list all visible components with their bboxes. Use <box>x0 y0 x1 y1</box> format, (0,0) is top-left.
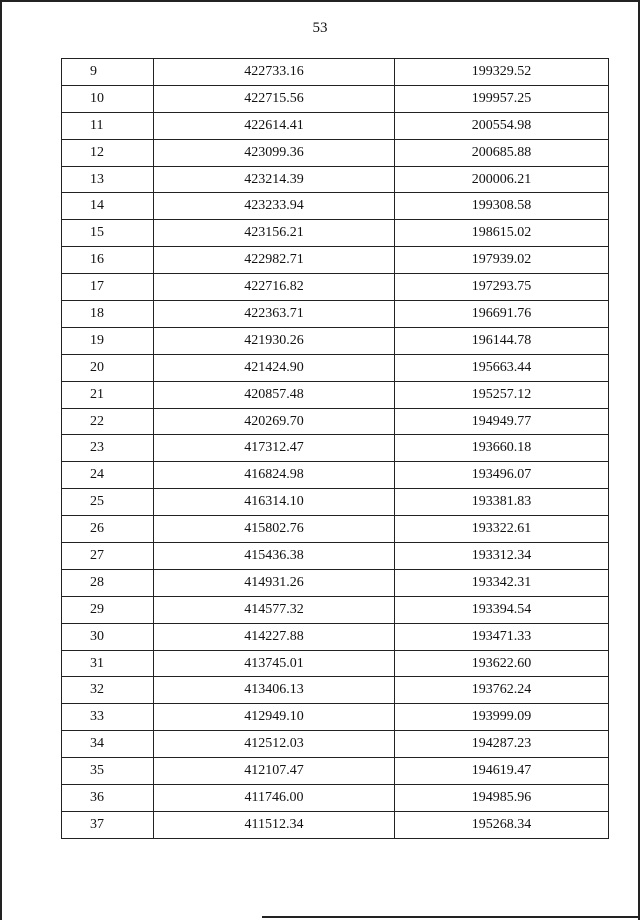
y-coordinate-cell: 193762.24 <box>395 677 609 704</box>
y-coordinate-cell: 199957.25 <box>395 85 609 112</box>
x-coordinate-cell: 414931.26 <box>154 569 395 596</box>
row-number-cell: 25 <box>62 489 154 516</box>
table-row <box>62 381 609 408</box>
row-number-cell: 9 <box>62 59 154 86</box>
x-coordinate-cell: 415802.76 <box>154 516 395 543</box>
x-coordinate-cell: 423233.94 <box>154 193 395 220</box>
coordinates-table-body <box>62 59 609 839</box>
table-row <box>62 462 609 489</box>
x-coordinate-cell: 420857.48 <box>154 381 395 408</box>
row-number-cell: 23 <box>62 435 154 462</box>
table-row <box>62 569 609 596</box>
row-number-cell: 11 <box>62 112 154 139</box>
y-coordinate-cell: 193496.07 <box>395 462 609 489</box>
table-row <box>62 516 609 543</box>
row-number-cell: 24 <box>62 462 154 489</box>
row-number-cell: 36 <box>62 785 154 812</box>
row-number-cell: 20 <box>62 354 154 381</box>
y-coordinate-cell: 193622.60 <box>395 650 609 677</box>
table-row <box>62 139 609 166</box>
y-coordinate-cell: 200006.21 <box>395 166 609 193</box>
row-number-cell: 30 <box>62 623 154 650</box>
table-row <box>62 704 609 731</box>
x-coordinate-cell: 421930.26 <box>154 327 395 354</box>
table-row <box>62 59 609 86</box>
x-coordinate-cell: 411746.00 <box>154 785 395 812</box>
page-border-left <box>0 0 2 920</box>
table-row <box>62 623 609 650</box>
table-row <box>62 274 609 301</box>
y-coordinate-cell: 194949.77 <box>395 408 609 435</box>
x-coordinate-cell: 423156.21 <box>154 220 395 247</box>
y-coordinate-cell: 199329.52 <box>395 59 609 86</box>
x-coordinate-cell: 411512.34 <box>154 811 395 838</box>
y-coordinate-cell: 197939.02 <box>395 247 609 274</box>
row-number-cell: 10 <box>62 85 154 112</box>
x-coordinate-cell: 422715.56 <box>154 85 395 112</box>
row-number-cell: 16 <box>62 247 154 274</box>
y-coordinate-cell: 200685.88 <box>395 139 609 166</box>
row-number-cell: 21 <box>62 381 154 408</box>
table-row <box>62 301 609 328</box>
y-coordinate-cell: 196691.76 <box>395 301 609 328</box>
table-row <box>62 811 609 838</box>
page-border-bottom <box>262 916 638 918</box>
row-number-cell: 12 <box>62 139 154 166</box>
y-coordinate-cell: 195268.34 <box>395 811 609 838</box>
row-number-cell: 32 <box>62 677 154 704</box>
x-coordinate-cell: 423214.39 <box>154 166 395 193</box>
y-coordinate-cell: 193471.33 <box>395 623 609 650</box>
table-row <box>62 354 609 381</box>
x-coordinate-cell: 421424.90 <box>154 354 395 381</box>
row-number-cell: 31 <box>62 650 154 677</box>
table-row <box>62 112 609 139</box>
table-row <box>62 220 609 247</box>
y-coordinate-cell: 196144.78 <box>395 327 609 354</box>
table-row <box>62 731 609 758</box>
y-coordinate-cell: 193394.54 <box>395 596 609 623</box>
x-coordinate-cell: 422982.71 <box>154 247 395 274</box>
table-row <box>62 677 609 704</box>
x-coordinate-cell: 414227.88 <box>154 623 395 650</box>
table-row <box>62 247 609 274</box>
row-number-cell: 15 <box>62 220 154 247</box>
x-coordinate-cell: 422733.16 <box>154 59 395 86</box>
page-border-top <box>0 0 640 2</box>
y-coordinate-cell: 193312.34 <box>395 543 609 570</box>
table-row <box>62 596 609 623</box>
x-coordinate-cell: 417312.47 <box>154 435 395 462</box>
table-row <box>62 785 609 812</box>
x-coordinate-cell: 412512.03 <box>154 731 395 758</box>
row-number-cell: 19 <box>62 327 154 354</box>
y-coordinate-cell: 195663.44 <box>395 354 609 381</box>
row-number-cell: 17 <box>62 274 154 301</box>
row-number-cell: 33 <box>62 704 154 731</box>
row-number-cell: 13 <box>62 166 154 193</box>
y-coordinate-cell: 193342.31 <box>395 569 609 596</box>
table-row <box>62 408 609 435</box>
x-coordinate-cell: 414577.32 <box>154 596 395 623</box>
y-coordinate-cell: 198615.02 <box>395 220 609 247</box>
x-coordinate-cell: 422716.82 <box>154 274 395 301</box>
y-coordinate-cell: 199308.58 <box>395 193 609 220</box>
row-number-cell: 34 <box>62 731 154 758</box>
table-row <box>62 327 609 354</box>
row-number-cell: 37 <box>62 811 154 838</box>
x-coordinate-cell: 423099.36 <box>154 139 395 166</box>
x-coordinate-cell: 420269.70 <box>154 408 395 435</box>
x-coordinate-cell: 412107.47 <box>154 758 395 785</box>
y-coordinate-cell: 193322.61 <box>395 516 609 543</box>
table-row <box>62 166 609 193</box>
y-coordinate-cell: 195257.12 <box>395 381 609 408</box>
y-coordinate-cell: 194287.23 <box>395 731 609 758</box>
table-row <box>62 193 609 220</box>
y-coordinate-cell: 193999.09 <box>395 704 609 731</box>
x-coordinate-cell: 416824.98 <box>154 462 395 489</box>
table-row <box>62 489 609 516</box>
row-number-cell: 18 <box>62 301 154 328</box>
row-number-cell: 22 <box>62 408 154 435</box>
table-row <box>62 85 609 112</box>
row-number-cell: 29 <box>62 596 154 623</box>
row-number-cell: 26 <box>62 516 154 543</box>
x-coordinate-cell: 415436.38 <box>154 543 395 570</box>
x-coordinate-cell: 422614.41 <box>154 112 395 139</box>
coordinates-table <box>61 58 609 839</box>
page-number: 53 <box>312 20 328 36</box>
y-coordinate-cell: 193381.83 <box>395 489 609 516</box>
x-coordinate-cell: 412949.10 <box>154 704 395 731</box>
table-row <box>62 758 609 785</box>
y-coordinate-cell: 200554.98 <box>395 112 609 139</box>
y-coordinate-cell: 193660.18 <box>395 435 609 462</box>
x-coordinate-cell: 413406.13 <box>154 677 395 704</box>
row-number-cell: 28 <box>62 569 154 596</box>
y-coordinate-cell: 194985.96 <box>395 785 609 812</box>
y-coordinate-cell: 194619.47 <box>395 758 609 785</box>
row-number-cell: 14 <box>62 193 154 220</box>
table-row <box>62 435 609 462</box>
row-number-cell: 27 <box>62 543 154 570</box>
y-coordinate-cell: 197293.75 <box>395 274 609 301</box>
x-coordinate-cell: 413745.01 <box>154 650 395 677</box>
table-row <box>62 650 609 677</box>
x-coordinate-cell: 422363.71 <box>154 301 395 328</box>
x-coordinate-cell: 416314.10 <box>154 489 395 516</box>
row-number-cell: 35 <box>62 758 154 785</box>
table-row <box>62 543 609 570</box>
